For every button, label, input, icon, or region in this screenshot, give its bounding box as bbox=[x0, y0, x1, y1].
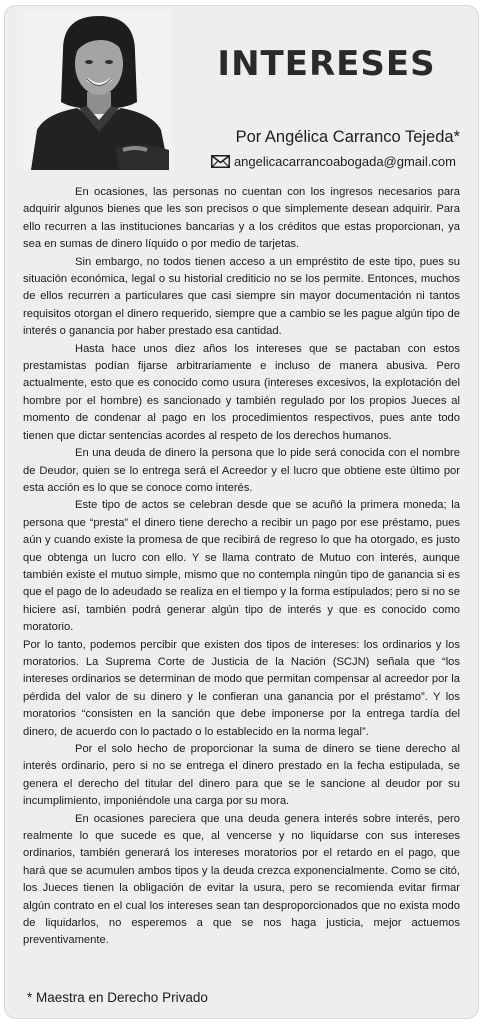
article-body bbox=[23, 184, 460, 950]
author-footnote: * Maestra en Derecho Privado bbox=[27, 990, 208, 1005]
paragraph: Sin embargo, no todos tienen acceso a un empréstito de este tipo, pues su situación económica, legal o su historial crediticio no se los permite. Entonces, muchos de ellos recurren a particulares que casi siempre sin mayor documentación ni tantos requisitos otorgan el dinero requerido, siempre que a cambio se les pague algún tipo de interés o ganancia por haber prestado esa cantidad. bbox=[23, 255, 460, 338]
envelope-icon bbox=[211, 155, 230, 168]
paragraph: Este tipo de actos se celebran desde que se acuñó la primera moneda; la persona que “presta” el dinero tiene derecho a recibir un pago por ese préstamo, pues aún y cuando existe la promesa de que recibirá de regreso lo que ha otorgado, es justo que obtenga un lucro con ello. Y se llama contrato de Mutuo con interés, aunque también existe el mutuo simple, mismo que no contempla ningún tipo de ganancia si es que el pago de lo adeudado se realiza en el tiempo y la forma estipulados; pero si no se hiciere así, también podrá generar algún tipo de interés y que es conocido como moratorio. bbox=[23, 499, 460, 634]
article-title: INTERESES bbox=[217, 44, 436, 84]
email-text: angelicacarrancoabogada@gmail.com bbox=[233, 154, 456, 169]
paragraph: En una deuda de dinero la persona que lo pide será conocida con el nombre de Deudor, quien se lo entrega será el Acreedor y el lucro que obtiene este último por esta acción es lo que se conoce como interés. bbox=[23, 447, 460, 494]
paragraph: En ocasiones pareciera que una deuda genera interés sobre interés, pero realmente lo que sucede es que, al vencerse y no liquidarse con sus intereses ordinarios, también generará los intereses moratorios por el retardo en el pago, que hará que se acumulen ambos tipos y la deuda crezca exponencialmente. Como se citó, los Jueces tienen la obligación de evitar la usura, pero se recomienda evitar firmar algún contrato en el cual los intereses sean tan desproporcionados que no exista modo de liquidarlos, no esperemos a que se nos haga justicia, mejor actuemos preventivamente. bbox=[23, 812, 460, 947]
author-photo bbox=[23, 10, 173, 170]
author-name: Por Angélica Carranco Tejeda* bbox=[235, 128, 460, 146]
paragraph: Hasta hace unos diez años los intereses que se pactaban con estos prestamistas podían fijarse arbitrariamente e incluso de manera abusiva. Pero actualmente, esto que es conocido como usura (intereses excesivos, la explotación del hombre por el hombre) es sancionado y también regulado por los propios Jueces al momento de condenar al pago en los procedimientos respectivos, pues ante todo tienen que dictar sentencias acordes al respeto de los derechos humanos. bbox=[23, 342, 460, 442]
paragraph: Por lo tanto, podemos percibir que existen dos tipos de intereses: los ordinarios y los moratorios. La Suprema Corte de Justicia de la Nación (SCJN) señala que “los intereses ordinarios se determinan de modo que permitan compensar al acreedor por la pérdida del valor de su dinero y le confieran una ganancia por el préstamo”. Y los moratorios “consisten en la sanción que debe imponerse por la entrega tardía del dinero, de acuerdo con lo pactado o lo establecido en la norma legal”. bbox=[23, 638, 460, 738]
paragraph: Por el solo hecho de proporcionar la suma de dinero se tiene derecho al interés ordinario, pero si no se entrega el dinero prestado en la fecha estipulada, se genera el derecho del titular del dinero para que se le sancione al deudor por su incumplimiento, imponiéndole una carga por su mora. bbox=[23, 743, 460, 808]
author-email bbox=[211, 154, 456, 169]
paragraph: En ocasiones, las personas no cuentan con los ingresos necesarios para adquirir algunos bienes que les son precisos o que simplemente desean adquirir. Para ello recurren a las instituciones bancarias y a los créditos que estas proporcionan, ya sea en sumas de dinero líquido o por medio de tarjetas. bbox=[23, 186, 460, 251]
article-card bbox=[4, 5, 479, 1019]
